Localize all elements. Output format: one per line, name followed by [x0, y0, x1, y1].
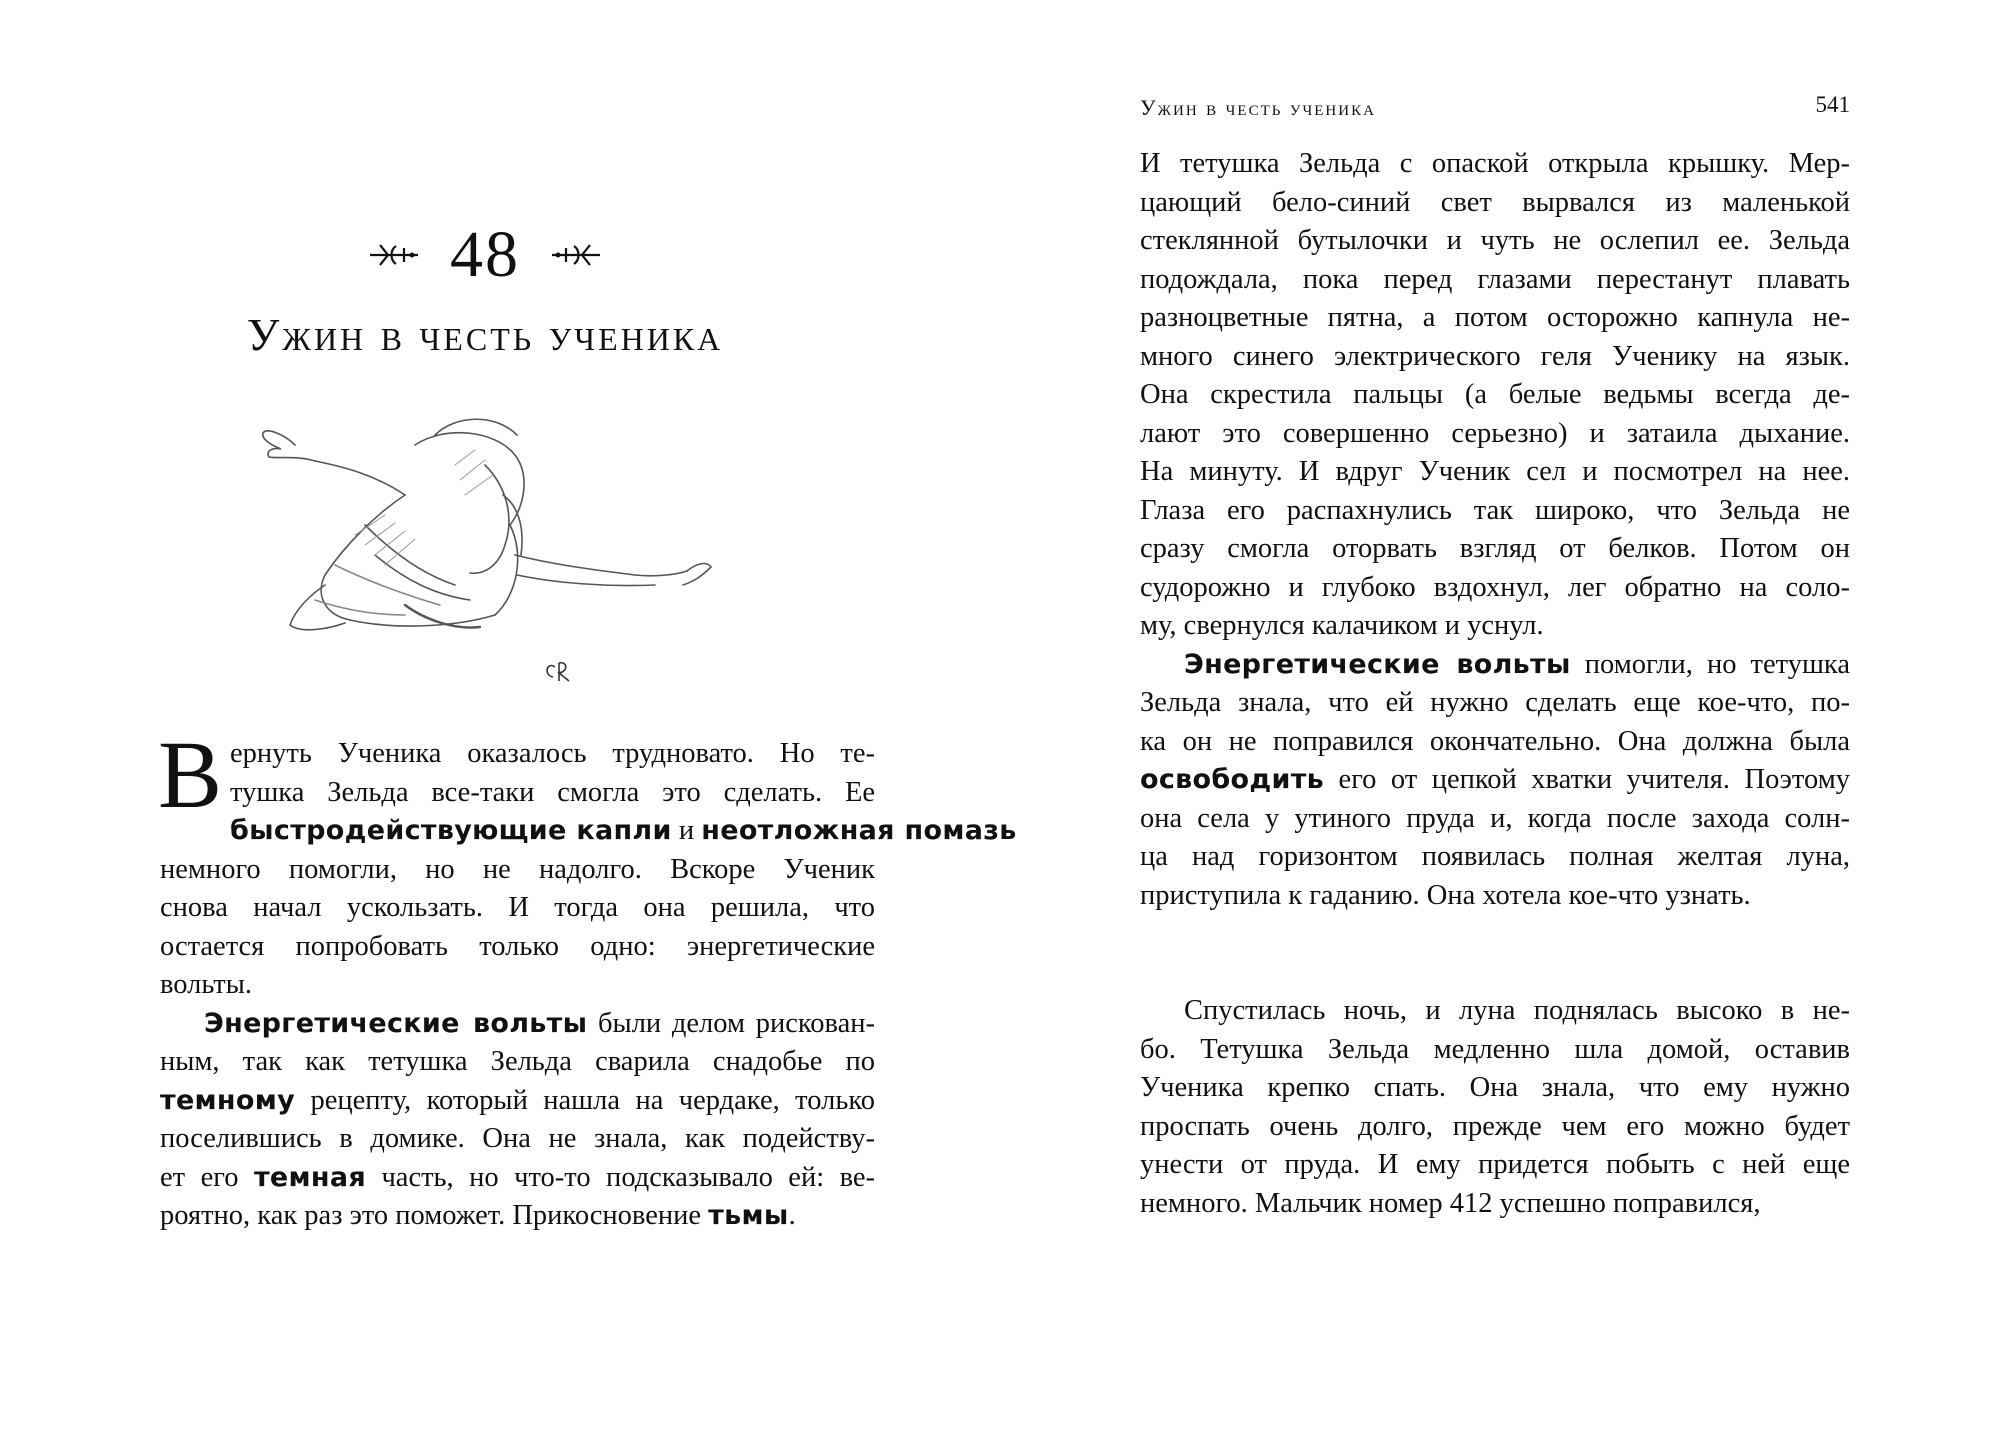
text-run: сразу смогла оторвать взгляд от белков. Потом он: [1140, 533, 1850, 564]
text-run: его от цепкой хватки учителя. Поэтому: [1324, 764, 1850, 795]
text-line: [1140, 800, 1850, 839]
text-line: [1140, 261, 1850, 300]
text-run: унести от пруда. И ему придется побыть с ней еще: [1140, 1149, 1850, 1180]
text-run: роятно, как раз это поможет. Прикосновение: [160, 1200, 709, 1231]
text-run: много синего электрического геля Ученику на язык.: [1140, 340, 1850, 372]
right-body-text: [1140, 145, 1850, 1223]
text-run: тушка Зельда все-таки смогла это сделать. Ее: [230, 776, 875, 808]
text-run: ет его: [160, 1161, 254, 1193]
chapter-heading: [160, 215, 810, 363]
emphasized-word: неотложная помазь: [701, 815, 1017, 846]
text-run: поселившись в домике. Она не знала, как подейству-: [160, 1123, 875, 1154]
emphasized-word: Энергетические вольты: [204, 1007, 588, 1039]
text-line: [1140, 492, 1850, 531]
text-line: [1140, 1031, 1850, 1070]
text-run: Ученика крепко спать. Она знала, что ему нужно: [1140, 1072, 1850, 1103]
text-line: [160, 928, 875, 967]
text-run: были делом рискован-: [587, 1007, 875, 1039]
text-run: рецепту, который нашла на чердаке, только: [295, 1084, 875, 1116]
text-line: [1140, 607, 1850, 646]
text-run: И тетушка Зельда с опаской открыла крышку. Мер-: [1140, 148, 1850, 179]
text-run: ка он не поправился окончательно. Она должна была: [1140, 725, 1850, 757]
right-lines: [1140, 145, 1850, 1223]
drop-cap: В: [158, 721, 223, 828]
text-line: [160, 1197, 875, 1236]
text-run: немного помогли, но не надолго. Вскоре Ученик: [160, 853, 875, 885]
text-line: [1140, 877, 1850, 916]
text-line: [160, 774, 875, 813]
text-run: Спустилась ночь, и луна поднялась высоко в не-: [1184, 995, 1850, 1026]
text-run: Зельда знала, что ей нужно сделать еще кое-что, по-: [1140, 687, 1850, 718]
text-run: ным, так как тетушка Зельда сварила снадобье по: [160, 1046, 875, 1077]
text-line: [1140, 723, 1850, 762]
text-line: [1140, 684, 1850, 723]
text-line: [1140, 453, 1850, 492]
text-line: [160, 1043, 875, 1082]
text-run: лают это совершенно серьезно) и затаила дыхание.: [1140, 417, 1850, 449]
text-line: [1140, 1146, 1850, 1185]
text-line: [1140, 145, 1850, 184]
artist-signature: [547, 663, 569, 681]
right-ornament-icon: [548, 240, 604, 270]
left-ornament-icon: [366, 240, 422, 270]
text-run: немного. Мальчик номер 412 успешно поправился,: [1140, 1187, 1761, 1219]
text-line: [160, 1005, 875, 1044]
text-line: [1140, 646, 1850, 685]
text-run: вольты.: [160, 969, 252, 1000]
text-run: часть, но что-то подсказывало ей: ве-: [365, 1161, 876, 1193]
text-line: [1140, 569, 1850, 608]
text-line: [1140, 761, 1850, 800]
text-run: и: [671, 815, 702, 846]
text-run: На минуту. И вдруг Ученик сел и посмотрел на нее.: [1140, 456, 1850, 487]
text-line: [160, 1159, 875, 1198]
text-run: стеклянной бутылочки и чуть не ослепил ее. Зельда: [1140, 225, 1850, 256]
text-line: [1140, 222, 1850, 261]
text-run: помогли, но тетушка: [1570, 648, 1850, 680]
text-run: судорожно и глубоко вздохнул, лег обратно на соло-: [1140, 571, 1850, 603]
text-line: [1140, 838, 1850, 877]
text-run: ернуть Ученика оказалось трудновато. Но те-: [230, 738, 875, 769]
text-line: [160, 812, 1017, 851]
text-line: [1140, 415, 1850, 454]
flying-wizard-illustration: [255, 405, 775, 705]
text-line: [1140, 338, 1850, 377]
running-head: Ужин в честь ученика: [1140, 95, 1376, 120]
text-line: [1140, 992, 1850, 1031]
text-run: Глаза его распахнулись так широко, что Зельда не: [1140, 494, 1850, 526]
text-line: [1140, 1069, 1850, 1108]
left-lines: [158, 721, 1017, 1236]
chapter-title: Ужин в честь ученика: [246, 309, 724, 360]
text-line: [1140, 530, 1850, 569]
text-line: [160, 966, 875, 1005]
emphasized-word: освободить: [1140, 764, 1325, 795]
text-run: ца над горизонтом появилась полная желтая луна,: [1140, 841, 1850, 872]
text-line: [160, 889, 875, 928]
text-run: цающий бело-синий свет вырвался из маленькой: [1140, 186, 1850, 218]
page-number: 541: [1815, 92, 1850, 117]
right-page: [1000, 0, 2000, 1434]
text-line: [160, 735, 875, 774]
text-line: [160, 1082, 875, 1121]
emphasized-word: тьмы: [708, 1200, 789, 1231]
text-run: му, свернулся калачиком и уснул.: [1140, 610, 1544, 641]
chapter-number-row: [160, 215, 810, 295]
text-run: Она скрестила пальцы (а белые ведьмы всегда де-: [1140, 379, 1850, 410]
emphasized-word: быстродействующие капли: [230, 815, 672, 846]
text-run: подождала, пока перед глазами перестанут плавать: [1140, 263, 1850, 295]
text-run: разноцветные пятна, а потом осторожно капнула не-: [1140, 302, 1850, 333]
text-line: [1140, 184, 1850, 223]
emphasized-word: темная: [253, 1161, 366, 1193]
text-run: проспать очень долго, прежде чем его можно будет: [1140, 1110, 1850, 1142]
text-run: остается попробовать только одно: энергетические: [160, 930, 875, 962]
text-line: [1140, 299, 1850, 338]
text-run: она села у утиного пруда и, когда после захода солн-: [1140, 802, 1850, 834]
text-line: [160, 851, 875, 890]
text-run: .: [788, 1200, 796, 1231]
text-line: [1140, 1108, 1850, 1147]
text-run: снова начал ускользать. И тогда она решила, что: [160, 892, 875, 923]
text-run: приступила к гаданию. Она хотела кое-что узнать.: [1140, 879, 1751, 911]
left-body-text: [158, 721, 1017, 1236]
text-run: бо. Тетушка Зельда медленно шла домой, оставив: [1140, 1033, 1850, 1065]
text-line: [1140, 1185, 1850, 1224]
emphasized-word: Энергетические вольты: [1184, 648, 1571, 680]
emphasized-word: темному: [160, 1084, 296, 1116]
text-line: [160, 1120, 875, 1159]
text-line: [1140, 376, 1850, 415]
chapter-number: 48: [450, 218, 520, 291]
